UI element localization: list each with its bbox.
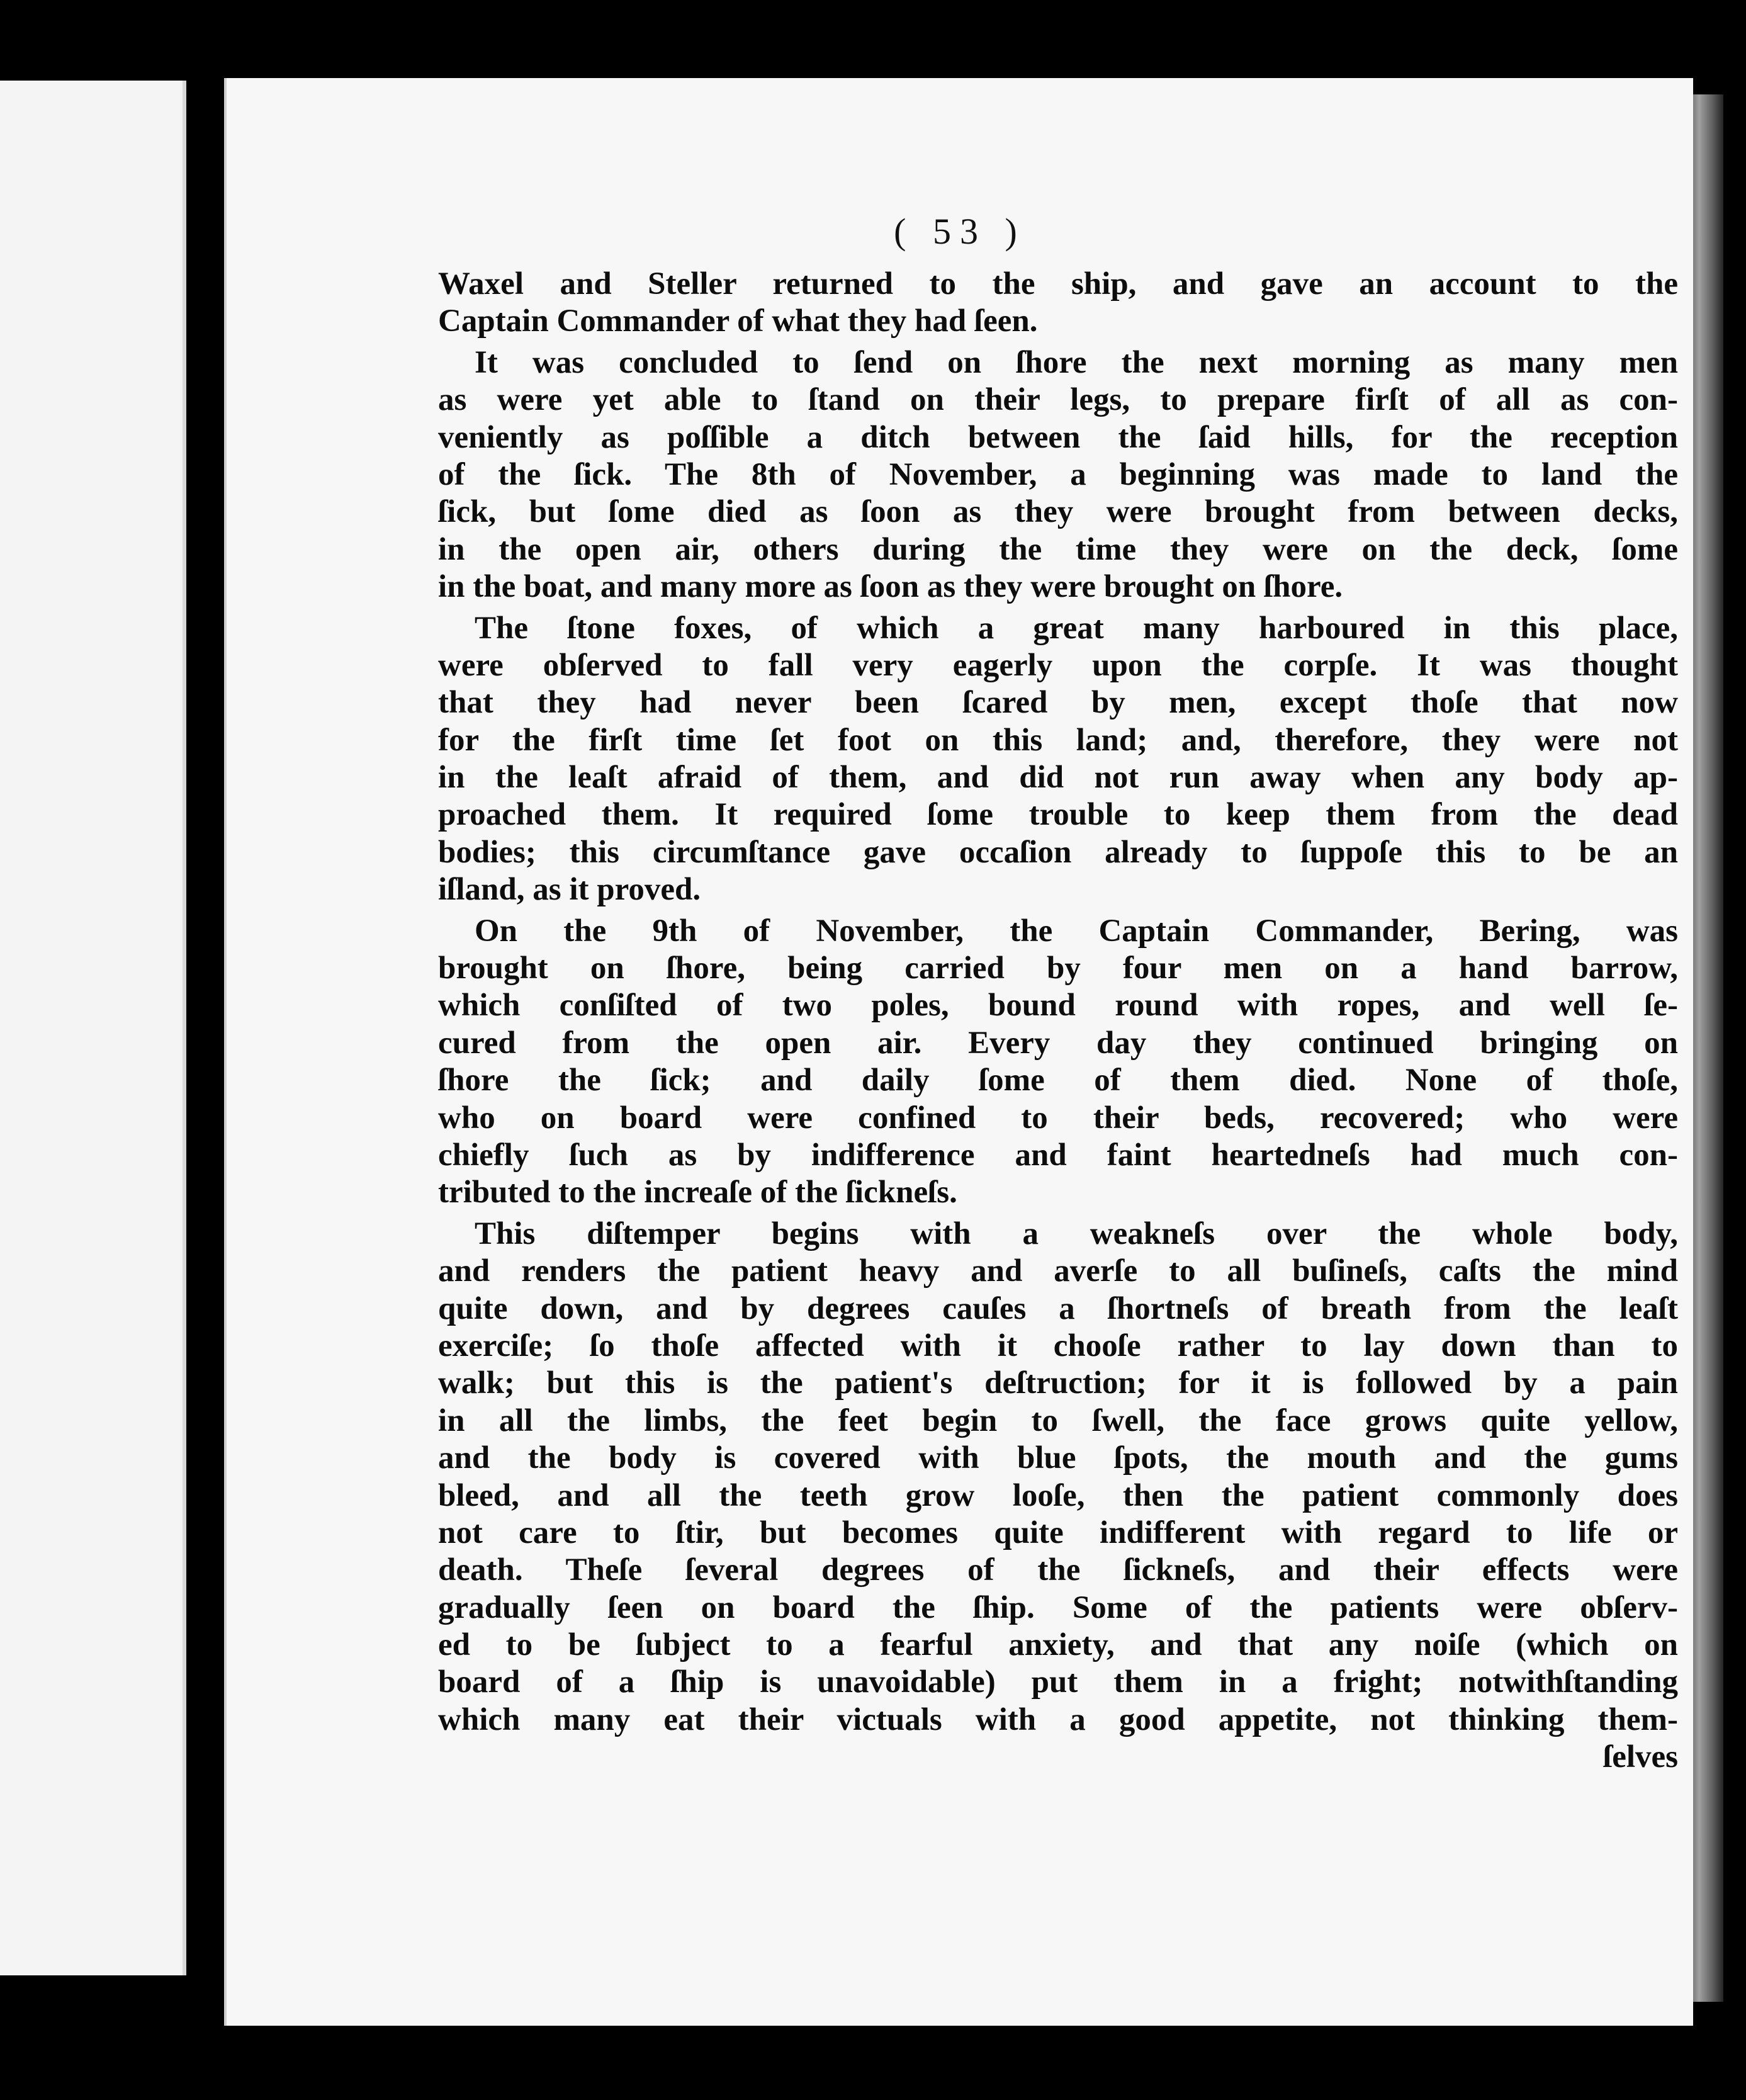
text-line: in the open air, others during the time they were on the deck, ſome — [438, 531, 1678, 567]
text-line: in the leaſt afraid of them, and did not run away when any body ap- — [438, 760, 1678, 796]
text-line: bodies; this circumſtance gave occaſion already to ſuppoſe this to be an — [438, 834, 1678, 870]
text-line: in the boat, and many more as ſoon as they were brought on ſhore. — [438, 569, 1343, 605]
text-line: that they had never been ſcared by men, except thoſe that now — [438, 685, 1678, 721]
text-line: ſhore the ſick; and daily ſome of them died. None of thoſe, — [438, 1063, 1678, 1098]
body-text — [438, 266, 1678, 1776]
text-line: which many eat their victuals with a good appetite, not thinking them- — [438, 1702, 1678, 1737]
text-line: who on board were confined to their beds, recovered; who were — [438, 1100, 1678, 1136]
text-line: It was concluded to ſend on ſhore the next morning as many men — [475, 344, 1678, 380]
text-line: death. Theſe ſeveral degrees of the ſickneſs, and their effects were — [438, 1552, 1678, 1588]
text-line: for the firſt time ſet foot on this land; and, therefore, they were not — [438, 722, 1678, 758]
catchword: ſelves — [1603, 1739, 1678, 1775]
text-line: Waxel and Steller returned to the ship, and gave an account to the — [438, 266, 1678, 302]
text-line: were obſerved to fall very eagerly upon the corpſe. It was thought — [438, 647, 1678, 683]
book-page — [224, 78, 1693, 2026]
text-line: and the body is covered with blue ſpots, the mouth and the gums — [438, 1440, 1678, 1476]
text-line: walk; but this is the patient's deſtruction; for it is followed by a pain — [438, 1365, 1678, 1401]
text-line: The ſtone foxes, of which a great many harboured in this place, — [475, 610, 1678, 646]
text-line: exerciſe; ſo thoſe affected with it chooſe rather to lay down than to — [438, 1328, 1678, 1363]
text-line: ſick, but ſome died as ſoon as they were brought from between decks, — [438, 494, 1678, 530]
text-line: bleed, and all the teeth grow looſe, then the patient commonly does — [438, 1477, 1678, 1513]
text-line: chiefly ſuch as by indifference and faint heartedneſs had much con- — [438, 1137, 1678, 1173]
text-line: not care to ſtir, but becomes quite indifferent with regard to life or — [438, 1515, 1678, 1550]
text-line: board of a ſhip is unavoidable) put them in a fright; notwithſtanding — [438, 1664, 1678, 1700]
text-line: cured from the open air. Every day they continued bringing on — [438, 1025, 1678, 1061]
text-line: gradually ſeen on board the ſhip. Some of the patients were obſerv- — [438, 1589, 1678, 1625]
text-line: and renders the patient heavy and averſe to all buſineſs, caſts the mind — [438, 1253, 1678, 1289]
text-line: iſland, as it proved. — [438, 872, 701, 908]
text-line: in all the limbs, the feet begin to ſwell, the face grows quite yellow, — [438, 1403, 1678, 1438]
text-line: veniently as poſſible a ditch between the ſaid hills, for the reception — [438, 419, 1678, 455]
text-line: brought on ſhore, being carried by four men on a hand barrow, — [438, 951, 1678, 986]
text-line: proached them. It required ſome trouble to keep them from the dead — [438, 797, 1678, 833]
text-line: ed to be ſubject to a fearful anxiety, and that any noiſe (which on — [438, 1627, 1678, 1663]
page-number: ( 53 ) — [894, 211, 1026, 252]
text-line: as were yet able to ſtand on their legs, to prepare firſt of all as con- — [438, 382, 1678, 418]
facing-page — [0, 81, 186, 1975]
text-line: Captain Commander of what they had ſeen. — [438, 303, 1038, 339]
text-line: tributed to the increaſe of the ſickneſs. — [438, 1175, 957, 1211]
text-line: which conſiſted of two poles, bound round with ropes, and well ſe- — [438, 988, 1678, 1024]
text-line: On the 9th of November, the Captain Commander, Bering, was — [475, 913, 1678, 949]
text-line: This diſtemper begins with a weakneſs over the whole body, — [475, 1216, 1678, 1251]
text-line: of the ſick. The 8th of November, a beginning was made to land the — [438, 456, 1678, 492]
text-line: quite down, and by degrees cauſes a ſhortneſs of breath from the leaſt — [438, 1290, 1678, 1326]
